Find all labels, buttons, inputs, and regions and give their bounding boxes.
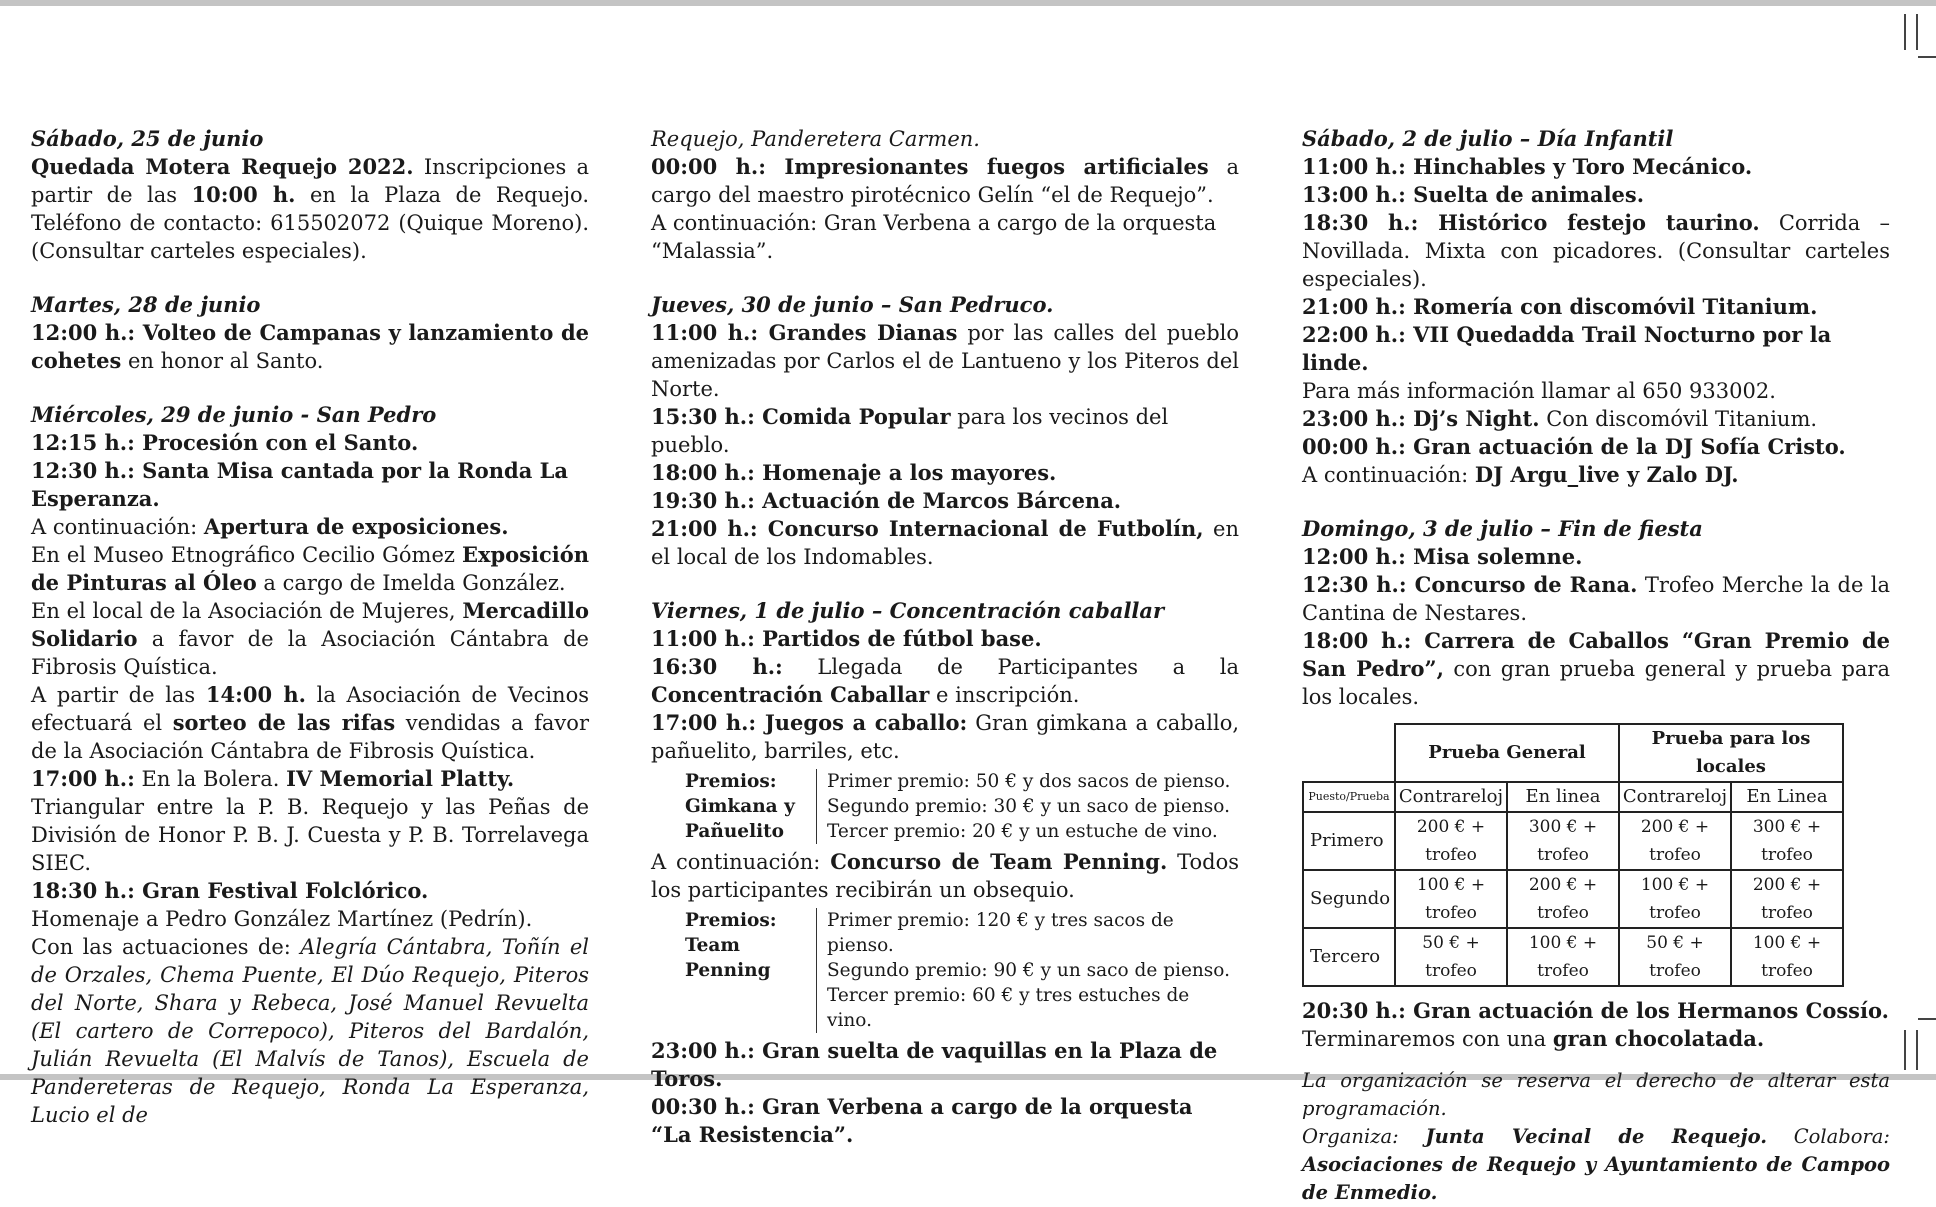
column-1 [31, 125, 589, 1129]
event-line [651, 709, 1239, 765]
bold-span: 12:30 h.: Concurso de Rana. [1302, 572, 1638, 597]
prize-item: Primer premio: 120 € y tres sacos de pienso. [827, 910, 1174, 956]
event-line [31, 933, 589, 1129]
column-2 [651, 125, 1239, 1149]
table-cell: 50 € + trofeo [1395, 928, 1507, 986]
event-line [1302, 293, 1890, 321]
bold-span: 18:00 h.: Carrera de Caballos “Gran Premio de San Pedro”, [1302, 628, 1890, 681]
prize-item: Primer premio: 50 € y dos sacos de pienso. [827, 771, 1231, 792]
event-line [651, 848, 1239, 904]
bold-span: Exposición de Pinturas al Óleo [31, 542, 589, 595]
italic-span: Organiza: [1302, 1125, 1426, 1148]
text-span: En la Bolera. [134, 767, 287, 791]
bold-italic-span: Asociaciones de Requejo y Ayuntamiento de Campoo de Enmedio. [1302, 1153, 1890, 1204]
prizes-label-line: Team [685, 935, 740, 956]
bold-span: 17:00 h.: Juegos a caballo: [651, 710, 968, 735]
bold-span: 11:00 h.: Grandes Dianas [651, 320, 958, 345]
bold-span: 17:00 h.: [31, 766, 135, 791]
bold-span: DJ Argu_live y Zalo DJ. [1474, 462, 1739, 487]
section-title-domingo-3: Domingo, 3 de julio – Fin de fiesta [1302, 516, 1703, 541]
table-cell: 200 € + trofeo [1507, 870, 1619, 928]
bold-span: 20:30 h.: Gran actuación de los Hermanos Cossío. [1302, 998, 1889, 1023]
bold-span: 13:00 h.: Suelta de animales. [1302, 182, 1645, 207]
bold-span: Concurso de Team Penning. [830, 849, 1168, 874]
text-span: en la Plaza de Requejo. Teléfono de contacto: 615502072 (Quique Moreno). (Consultar carteles especiales). [31, 183, 589, 263]
table-corner-label: Puesto/Prueba [1303, 782, 1395, 812]
table-subheader: En Linea [1731, 782, 1843, 812]
section-title-viernes-1: Viernes, 1 de julio – Concentración caballar [651, 598, 1165, 623]
crop-mark-top-v1 [1904, 14, 1906, 50]
prizes-list [817, 908, 1239, 1033]
prizes-label-line: Premios: [685, 771, 777, 792]
table-row-label: Segundo [1303, 870, 1395, 928]
bold-span: Quedada Motera Requejo 2022. [31, 154, 414, 179]
section-title-sabado-25: Sábado, 25 de junio [31, 126, 264, 151]
italic-span: La organización se reserva el derecho de alterar esta programación. [1302, 1069, 1890, 1120]
spacer [31, 265, 589, 279]
text-span: vendidas a favor de la Asociación Cántabra de Fibrosis Quística. [31, 711, 589, 763]
event-line [1302, 997, 1890, 1025]
text-span: A continuación: [651, 850, 831, 874]
event-line [651, 153, 1239, 209]
crop-mark-bottom-v1 [1904, 1030, 1906, 1070]
prize-item: Segundo premio: 30 € y un saco de pienso. [827, 796, 1230, 817]
table-row [1303, 928, 1843, 986]
table-row [1303, 870, 1843, 928]
text-span: a favor de la Asociación Cántabra de Fibrosis Quística. [31, 627, 589, 679]
table-header-row [1303, 724, 1843, 782]
italic-span: Alegría Cántabra, Toñín el de Orzales, Chema Puente, El Dúo Requejo, Piteros del Norte, Shara y Rebeca, José Manuel Revuelta (El cartero de Correpoco), Piteros del Bardalón, Julián Revuelta (El Malvís de Tanos), Escuela de Pandereteras de Requejo, Ronda La Esperanza, Lucio el de [31, 935, 590, 1127]
table-cell: 200 € + trofeo [1395, 812, 1507, 870]
event-line [1302, 627, 1890, 711]
event-line [1302, 153, 1890, 181]
event-line [1302, 209, 1890, 293]
prizes-gimkana [685, 769, 1239, 844]
event-line [1302, 321, 1890, 377]
table-group-header: Prueba para los locales [1619, 724, 1843, 782]
text-span: Con las actuaciones de: [31, 935, 301, 959]
organization-note [1302, 1067, 1890, 1123]
text-span: A partir de las [31, 683, 206, 707]
table-group-header: Prueba General [1395, 724, 1619, 782]
event-line [31, 681, 589, 765]
text-span: Trofeo Merche la de la Cantina de Nestares. [1302, 573, 1891, 625]
prize-table [1302, 723, 1844, 987]
bold-span: IV Memorial Platty. [286, 766, 515, 791]
bold-span: 16:30 h.: [651, 654, 783, 679]
prizes-list [817, 769, 1239, 844]
text-span: en el local de los Indomables. [651, 517, 1239, 569]
event-line: Triangular entre la P. B. Requejo y las Peñas de División de Honor P. B. J. Cuesta y P. B. Torrelavega SIEC. [31, 795, 589, 875]
bold-span: 18:30 h.: Histórico festejo taurino. [1302, 210, 1760, 235]
table-cell: 200 € + trofeo [1731, 870, 1843, 928]
event-line [651, 459, 1239, 487]
bold-span: 14:00 h. [205, 682, 306, 707]
text-span: en honor al Santo. [121, 349, 324, 373]
table-subheader-row [1303, 782, 1843, 812]
spacer [1302, 1053, 1890, 1067]
bold-span: gran chocolatada. [1552, 1026, 1765, 1051]
spacer [31, 375, 589, 389]
text-span: e inscripción. [929, 683, 1080, 707]
event-line [651, 487, 1239, 515]
volteo-campanas-text [31, 319, 589, 375]
event-line: Para más información llamar al 650 933002. [1302, 379, 1776, 403]
bold-span: 21:00 h.: Romería con discomóvil Titanium. [1302, 294, 1818, 319]
text-span: Todos los participantes recibirán un obsequio. [651, 850, 1239, 902]
bold-span: 19:30 h.: Actuación de Marcos Bárcena. [651, 488, 1122, 513]
bold-span: Concentración Caballar [651, 682, 930, 707]
event-line [651, 403, 1239, 459]
table-cell: 200 € + trofeo [1619, 812, 1731, 870]
bold-span: 18:30 h.: Gran Festival Folclórico. [31, 878, 429, 903]
bold-span: 21:00 h.: Concurso Internacional de Futbolín, [651, 516, 1204, 541]
event-line [651, 1037, 1239, 1093]
bold-span: sorteo de las rifas [172, 710, 396, 735]
event-line [1302, 461, 1890, 489]
bold-span: 15:30 h.: Comida Popular [651, 404, 951, 429]
spacer [651, 571, 1239, 585]
prizes-label-line: Penning [685, 960, 771, 981]
event-line [1302, 181, 1890, 209]
prizes-label [685, 769, 817, 844]
table-subheader: En linea [1507, 782, 1619, 812]
prize-item: Tercer premio: 60 € y tres estuches de vino. [827, 985, 1190, 1031]
event-line [651, 625, 1239, 653]
text-span: Con discomóvil Titanium. [1539, 407, 1818, 431]
event-line [31, 597, 589, 681]
bold-span: 00:00 h.: Impresionantes fuegos artificiales [651, 154, 1209, 179]
event-line [31, 877, 589, 905]
text-span: En el Museo Etnográfico Cecilio Gómez [31, 543, 462, 567]
italic-span: Requejo, Panderetera Carmen. [651, 127, 980, 151]
crop-mark-top-v2 [1916, 14, 1918, 50]
event-line [651, 653, 1239, 709]
text-span: Terminaremos con una [1302, 1027, 1553, 1051]
text-span: A continuación: [1302, 463, 1475, 487]
event-line [1302, 571, 1890, 627]
event-line [31, 765, 589, 793]
bold-span: 23:00 h.: Dj’s Night. [1302, 406, 1540, 431]
event-line [651, 1093, 1239, 1149]
prizes-label-line: Premios: [685, 910, 777, 931]
text-span: Corrida – Novillada. Mixta con picadores. (Consultar carteles especiales). [1302, 211, 1890, 291]
event-line [31, 541, 589, 597]
bold-span: 22:00 h.: VII Quedadda Trail Nocturno por la linde. [1302, 322, 1832, 375]
section-title-jueves-30: Jueves, 30 de junio – San Pedruco. [651, 292, 1054, 317]
text-span: Llegada de Participantes a la [782, 655, 1239, 679]
bold-span: 00:00 h.: Gran actuación de la DJ Sofía Cristo. [1302, 434, 1846, 459]
table-cell: 300 € + trofeo [1731, 812, 1843, 870]
spacer [651, 265, 1239, 279]
prize-item: Tercer premio: 20 € y un estuche de vino. [827, 821, 1218, 842]
event-line [651, 319, 1239, 403]
event-line [31, 513, 589, 541]
event-line: A continuación: Gran Verbena a cargo de la orquesta “Malassia”. [651, 211, 1217, 263]
crop-mark-top-h [1918, 56, 1936, 58]
table-blank-cell [1303, 724, 1395, 782]
text-span: Gran gimkana a caballo, pañuelito, barriles, etc. [651, 711, 1240, 763]
bold-span: Mercadillo Solidario [31, 598, 589, 651]
crop-mark-bottom-v2 [1916, 1030, 1918, 1070]
table-row-label: Primero [1303, 812, 1395, 870]
top-border [0, 0, 1936, 6]
bold-span: Apertura de exposiciones. [203, 514, 509, 539]
event-line [1302, 1025, 1890, 1053]
section-title-martes-28: Martes, 28 de junio [31, 292, 261, 317]
text-span: a cargo del maestro pirotécnico Gelín “el de Requejo”. [651, 155, 1239, 207]
bold-span: 11:00 h.: Partidos de fútbol base. [651, 626, 1042, 651]
bold-span: 12:00 h.: Misa solemne. [1302, 544, 1583, 569]
table-cell: 100 € + trofeo [1507, 928, 1619, 986]
section-title-sabado-2: Sábado, 2 de julio – Día Infantil [1302, 126, 1674, 151]
table-cell: 100 € + trofeo [1395, 870, 1507, 928]
italic-span: Colabora: [1767, 1125, 1890, 1148]
event-line [1302, 543, 1890, 571]
prizes-label-line: Pañuelito [685, 821, 785, 842]
spacer [1302, 489, 1890, 503]
text-span: por las calles del pueblo amenizadas por Carlos el de Lantueno y los Piteros del Norte. [651, 321, 1240, 401]
bold-span: 23:00 h.: Gran suelta de vaquillas en la Plaza de Toros. [651, 1038, 1218, 1091]
bold-italic-span: Junta Vecinal de Requejo. [1425, 1125, 1768, 1148]
text-span: para los vecinos del pueblo. [651, 405, 1169, 457]
table-row-label: Tercero [1303, 928, 1395, 986]
event-line [651, 515, 1239, 571]
event-line [31, 457, 589, 513]
bold-span: 10:00 h. [191, 182, 296, 207]
section-title-miercoles-29: Miércoles, 29 de junio - San Pedro [31, 402, 437, 427]
text-span: Inscripciones a partir de las [31, 155, 589, 207]
prize-item: Segundo premio: 90 € y un saco de pienso. [827, 960, 1230, 981]
table-subheader: Contrareloj [1395, 782, 1507, 812]
event-line [1302, 405, 1890, 433]
organizers-line [1302, 1123, 1890, 1207]
event-line [1302, 433, 1890, 461]
prizes-label-line: Gimkana y [685, 796, 795, 817]
event-line: Homenaje a Pedro González Martínez (Pedrín). [31, 907, 533, 931]
continued-line [651, 125, 1239, 153]
quedada-motera-text [31, 153, 589, 265]
event-line [31, 429, 589, 457]
text-span: a cargo de Imelda González. [256, 571, 566, 595]
column-3 [1302, 125, 1890, 1207]
table-subheader: Contrareloj [1619, 782, 1731, 812]
prizes-label [685, 908, 817, 1033]
bold-span: 18:00 h.: Homenaje a los mayores. [651, 460, 1057, 485]
text-span: A continuación: [31, 515, 204, 539]
bold-span: 12:15 h.: Procesión con el Santo. [31, 430, 419, 455]
bold-span: 11:00 h.: Hinchables y Toro Mecánico. [1302, 154, 1753, 179]
table-cell: 50 € + trofeo [1619, 928, 1731, 986]
table-row [1303, 812, 1843, 870]
bold-span: 12:00 h.: Volteo de Campanas y lanzamiento de cohetes [31, 320, 589, 373]
prizes-team-penning [685, 908, 1239, 1033]
table-cell: 300 € + trofeo [1507, 812, 1619, 870]
text-span: con gran prueba general y prueba para los locales. [1302, 657, 1890, 709]
table-cell: 100 € + trofeo [1619, 870, 1731, 928]
table-cell: 100 € + trofeo [1731, 928, 1843, 986]
bold-span: 12:30 h.: Santa Misa cantada por la Ronda La Esperanza. [31, 458, 569, 511]
text-span: En el local de la Asociación de Mujeres, [31, 599, 463, 623]
crop-mark-bottom-h [1918, 1018, 1936, 1020]
bold-span: 00:30 h.: Gran Verbena a cargo de la orquesta “La Resistencia”. [651, 1094, 1193, 1147]
text-span: la Asociación de Vecinos efectuará el [31, 683, 590, 735]
